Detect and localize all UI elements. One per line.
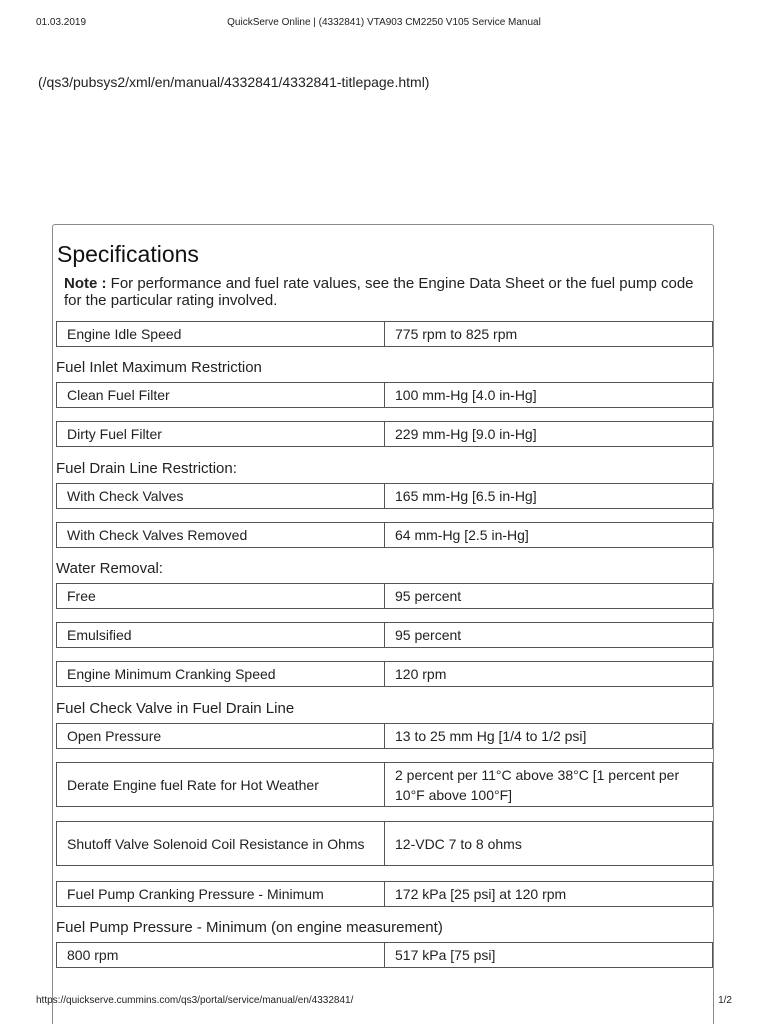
note-text: For performance and fuel rate values, see the Engine Data Sheet or the fuel pump code for the particular rating involved.: [64, 275, 694, 309]
spec-value: 2 percent per 11°C above 38°C [1 percent per 10°F above 100°F]: [395, 766, 680, 803]
spec-value: 165 mm-Hg [6.5 in-Hg]: [395, 488, 537, 504]
spec-row-emulsified: [56, 622, 713, 648]
spec-label: Open Pressure: [57, 724, 385, 748]
spec-label: Free: [57, 584, 385, 608]
subheading-fuel-pump-pressure: Fuel Pump Pressure - Minimum (on engine measurement): [56, 919, 443, 936]
spec-value: 172 kPa [25 psi] at 120 rpm: [395, 886, 567, 902]
spec-label: Engine Idle Speed: [57, 322, 385, 346]
spec-row-800-rpm: [56, 942, 713, 968]
spec-row-free: [56, 583, 713, 609]
note-label: Note :: [64, 275, 107, 292]
subheading-fuel-inlet: Fuel Inlet Maximum Restriction: [56, 359, 262, 376]
spec-label: Clean Fuel Filter: [57, 383, 385, 407]
spec-label: Emulsified: [57, 623, 385, 647]
spec-row-with-check-valves: [56, 483, 713, 509]
titlepage-link[interactable]: (/qs3/pubsys2/xml/en/manual/4332841/4332841-titlepage.html): [38, 74, 430, 90]
specifications-panel: [52, 224, 714, 1024]
spec-label: Fuel Pump Cranking Pressure - Minimum: [57, 882, 385, 906]
spec-row-dirty-fuel-filter: [56, 421, 713, 447]
spec-value: 95 percent: [395, 588, 462, 604]
spec-label: With Check Valves Removed: [57, 523, 385, 547]
print-header-title: QuickServe Online | (4332841) VTA903 CM2250 V105 Service Manual: [227, 17, 541, 28]
spec-label: With Check Valves: [57, 484, 385, 508]
spec-value: 12-VDC 7 to 8 ohms: [395, 835, 522, 852]
spec-value: 229 mm-Hg [9.0 in-Hg]: [395, 426, 537, 442]
spec-value: 517 kPa [75 psi]: [395, 947, 496, 963]
spec-value: 775 rpm to 825 rpm: [395, 326, 518, 342]
spec-label: Derate Engine fuel Rate for Hot Weather: [57, 763, 385, 806]
spec-value: 100 mm-Hg [4.0 in-Hg]: [395, 387, 537, 403]
spec-row-check-valves-removed: [56, 522, 713, 548]
note: [64, 275, 704, 309]
spec-value: 64 mm-Hg [2.5 in-Hg]: [395, 527, 529, 543]
section-title: Specifications: [57, 241, 199, 267]
page-number: 1/2: [718, 995, 732, 1006]
spec-label: Engine Minimum Cranking Speed: [57, 662, 385, 686]
subheading-fuel-drain-line: Fuel Drain Line Restriction:: [56, 460, 237, 477]
subheading-fuel-check-valve: Fuel Check Valve in Fuel Drain Line: [56, 700, 295, 717]
spec-row-pump-cranking-pressure: [56, 881, 713, 907]
spec-row-solenoid-resistance: [56, 821, 713, 866]
spec-row-engine-idle-speed: [56, 321, 713, 347]
footer-url-link[interactable]: https://quickserve.cummins.com/qs3/portal/service/manual/en/4332841/: [36, 995, 354, 1006]
spec-label: 800 rpm: [57, 943, 385, 967]
spec-row-open-pressure: [56, 723, 713, 749]
spec-row-clean-fuel-filter: [56, 382, 713, 408]
spec-label: Shutoff Valve Solenoid Coil Resistance in Ohms: [57, 822, 385, 865]
spec-label: Dirty Fuel Filter: [57, 422, 385, 446]
spec-value: 120 rpm: [395, 666, 447, 682]
spec-value: 13 to 25 mm Hg [1/4 to 1/2 psi]: [395, 728, 587, 744]
subheading-water-removal: Water Removal:: [56, 560, 163, 577]
spec-value: 95 percent: [395, 627, 462, 643]
spec-row-min-cranking-speed: [56, 661, 713, 687]
print-date: 01.03.2019: [36, 17, 87, 28]
spec-row-derate-fuel-rate: [56, 762, 713, 807]
